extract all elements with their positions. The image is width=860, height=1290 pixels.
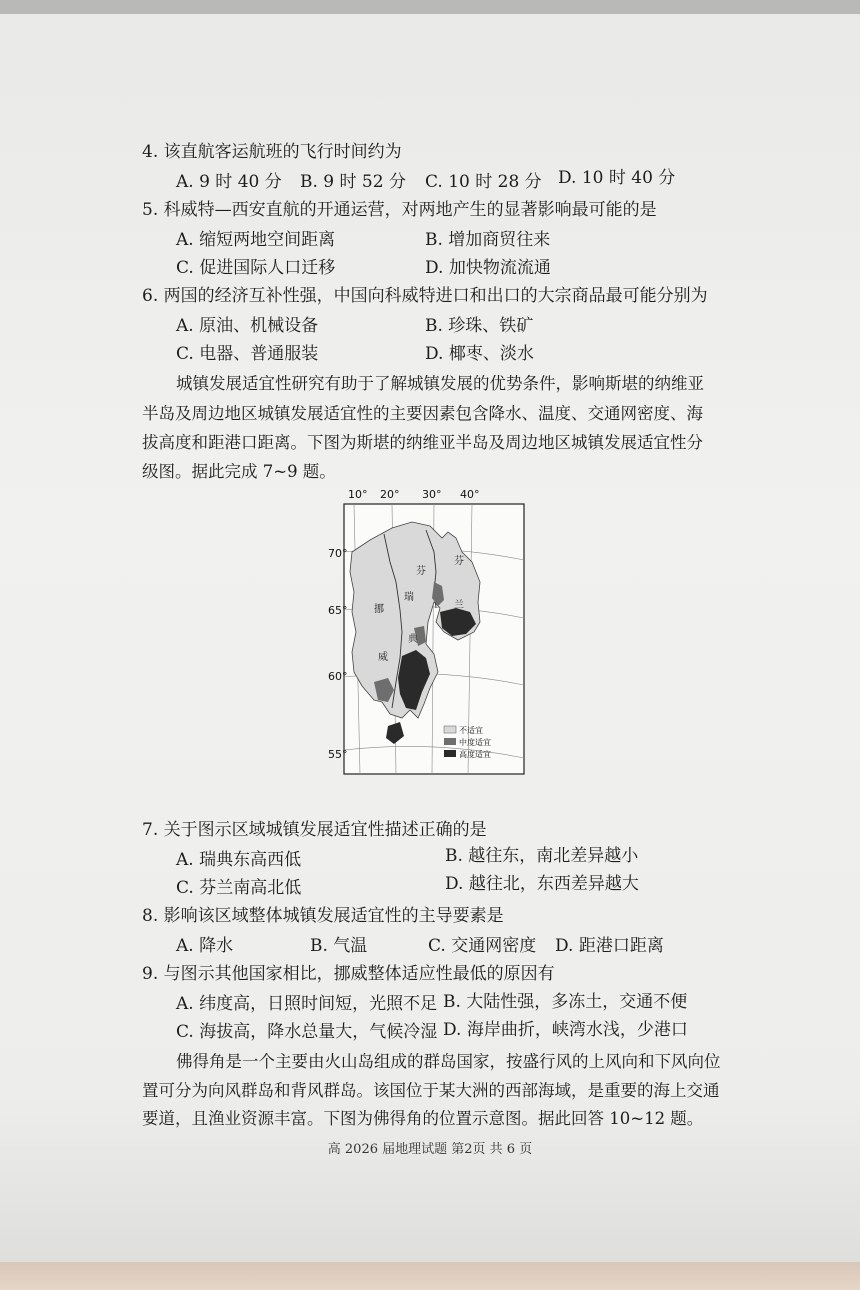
lat-label-70: 70° — [328, 547, 348, 560]
passage-1-line-4: 级图。据此完成 7~9 题。 — [142, 462, 336, 481]
norway-label-2: 威 — [378, 652, 388, 663]
question-5-option-b: B. 增加商贸往来 — [425, 230, 551, 250]
passage-2-line-1: 佛得角是一个主要由火山岛组成的群岛国家，按盛行风的上风向和下风向位 — [176, 1052, 721, 1071]
question-5-option-a: A. 缩短两地空间距离 — [176, 230, 336, 250]
question-4-option-a: A. 9 时 40 分 — [176, 172, 282, 192]
finland-label-top: 芬 — [454, 556, 464, 567]
question-9-option-b: B. 大陆性强，多冻土，交通不便 — [443, 992, 688, 1012]
question-8-option-d: D. 距港口距离 — [555, 936, 664, 956]
lon-label-40: 40° — [460, 488, 480, 501]
sweden-label-1: 瑞 — [404, 592, 414, 603]
question-9-option-a: A. 纬度高，日照时间短，光照不足 — [176, 994, 438, 1014]
passage-1-line-3: 拔高度和距港口距离。下图为斯堪的纳维亚半岛及周边地区城镇发展适宜性分 — [142, 433, 703, 452]
question-8-stem: 8. 影响该区域整体城镇发展适宜性的主导要素是 — [142, 906, 504, 926]
question-6-stem: 6. 两国的经济互补性强，中国向科威特进口和出口的大宗商品最可能分别为 — [142, 286, 708, 306]
lat-label-65: 65° — [328, 604, 348, 617]
question-6-option-b: B. 珍珠、铁矿 — [425, 316, 534, 336]
lon-label-10: 10° — [348, 488, 368, 501]
legend-label-unsuitable: 不适宜 — [459, 726, 483, 735]
question-4-option-b: B. 9 时 52 分 — [300, 172, 406, 192]
question-7-option-b: B. 越往东，南北差异越小 — [445, 846, 639, 866]
question-7-option-a: A. 瑞典东高西低 — [176, 850, 302, 870]
scan-top-edge — [0, 0, 860, 14]
finland-label-2: 兰 — [454, 600, 464, 611]
question-6-option-a: A. 原油、机械设备 — [176, 316, 319, 336]
question-4-option-d: D. 10 时 40 分 — [558, 168, 676, 188]
passage-1-line-2: 半岛及周边地区城镇发展适宜性的主要因素包含降水、温度、交通网密度、海 — [142, 404, 703, 423]
question-7-stem: 7. 关于图示区域城镇发展适宜性描述正确的是 — [142, 820, 487, 840]
question-6-option-c: C. 电器、普通服装 — [176, 344, 319, 364]
passage-2-line-2: 置可分为向风群岛和背风群岛。该国位于某大洲的西部海域，是重要的海上交通 — [142, 1081, 720, 1100]
legend-swatch-moderate — [444, 738, 456, 745]
question-9-option-d: D. 海岸曲折，峡湾水浅，少港口 — [443, 1020, 688, 1040]
page-footer: 高 2026 届地理试题 第2页 共 6 页 — [327, 1142, 533, 1157]
question-8-option-c: C. 交通网密度 — [428, 936, 537, 956]
lat-label-55: 55° — [328, 748, 348, 761]
scan-bottom-edge — [0, 1262, 860, 1290]
question-5-option-d: D. 加快物流流通 — [425, 258, 551, 278]
passage-2-line-3: 要道，且渔业资源丰富。下图为佛得角的位置示意图。据此回答 10~12 题。 — [142, 1109, 704, 1128]
question-9-stem: 9. 与图示其他国家相比，挪威整体适应性最低的原因有 — [142, 964, 555, 984]
lat-label-60: 60° — [328, 670, 348, 683]
sweden-label-2: 典 — [408, 634, 418, 645]
legend-label-high: 高度适宜 — [459, 750, 491, 759]
legend-swatch-unsuitable — [444, 726, 456, 733]
question-9-option-c: C. 海拔高，降水总量大，气候冷湿 — [176, 1022, 438, 1042]
question-4-stem: 4. 该直航客运航班的飞行时间约为 — [142, 142, 402, 162]
legend-swatch-high — [444, 750, 456, 757]
legend-label-moderate: 中度适宜 — [459, 738, 491, 747]
lon-label-20: 20° — [380, 488, 400, 501]
lon-label-30: 30° — [422, 488, 442, 501]
question-5-option-c: C. 促进国际人口迁移 — [176, 258, 336, 278]
finland-label-1: 芬 — [416, 566, 426, 577]
question-7-option-c: C. 芬兰南高北低 — [176, 878, 302, 898]
passage-1-line-1: 城镇发展适宜性研究有助于了解城镇发展的优势条件，影响斯堪的纳维亚 — [176, 374, 704, 393]
question-4-option-c: C. 10 时 28 分 — [425, 172, 542, 192]
scandinavia-suitability-map — [330, 482, 530, 782]
question-7-option-d: D. 越往北，东西差异越大 — [445, 874, 639, 894]
norway-label-1: 挪 — [374, 604, 384, 615]
question-8-option-a: A. 降水 — [176, 936, 234, 956]
question-6-option-d: D. 椰枣、淡水 — [425, 344, 534, 364]
question-8-option-b: B. 气温 — [310, 936, 368, 956]
question-5-stem: 5. 科威特—西安直航的开通运营，对两地产生的显著影响最可能的是 — [142, 200, 657, 220]
